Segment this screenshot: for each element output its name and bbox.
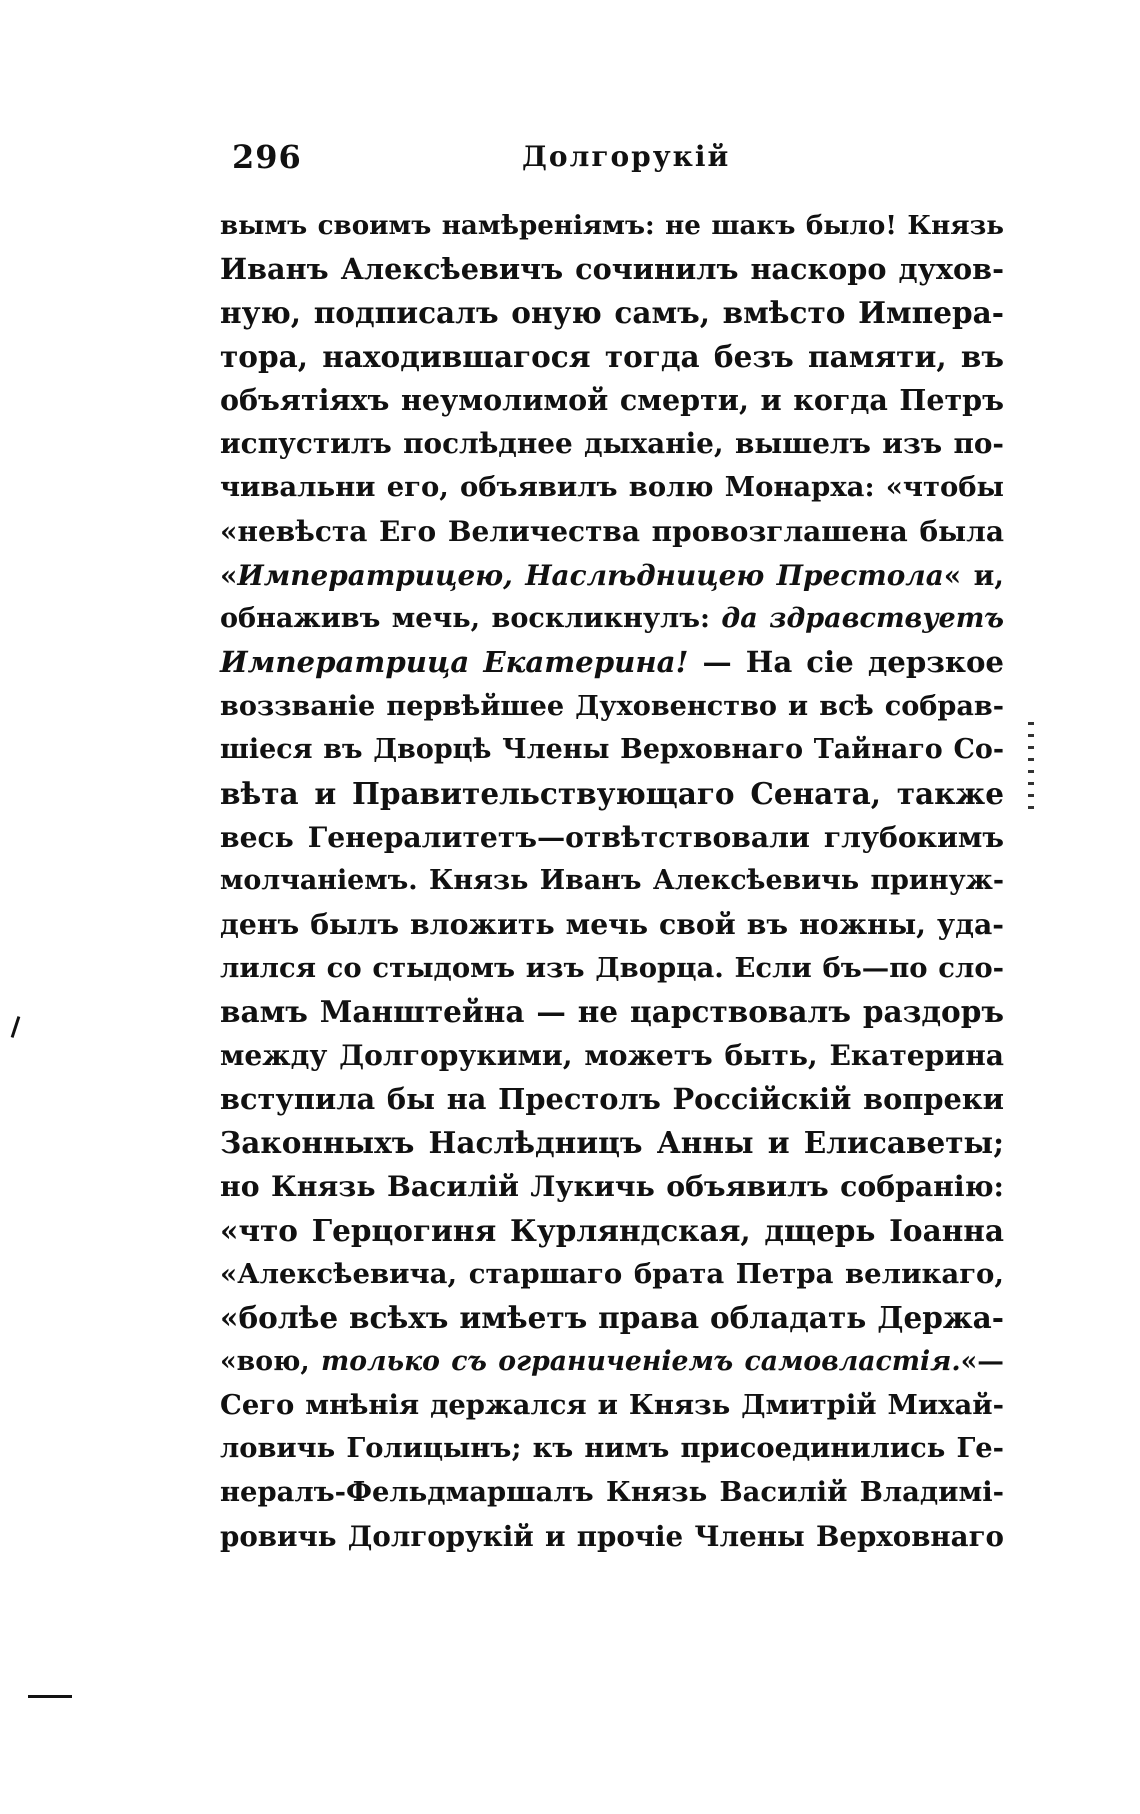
text-segment: испустилъ послѣднее дыханіе, вышелъ изъ по- [220,427,1004,461]
margin-dots [1028,722,1034,812]
text-segment: воззваніе первѣйшее Духовенство и всѣ собрав- [220,690,1004,722]
text-line [220,466,1004,510]
text-segment: Законныхъ Наслѣдницъ Анны и Елисаветы; [220,1125,1004,1161]
text-line [220,1427,1004,1471]
text-segment: весь Генералитетъ—отвѣтствовали глубокимъ [220,820,1004,854]
page-header [232,138,992,188]
text-line [220,1121,1004,1165]
text-segment: но Князь Василій Лукичь объявилъ собранію: [220,1169,1004,1204]
text-line [220,1034,1004,1078]
text-segment: ную, подписалъ оную самъ, вмѣсто Импера- [220,295,1004,331]
text-line [220,597,1004,641]
text-line [220,990,1004,1034]
text-segment: «что Герцогиня Курляндская, дщерь Іоанна [220,1212,1004,1248]
page-number: 296 [232,138,302,176]
text-segment: объятіяхъ неумолимой смерти, и когда Петръ [220,382,1004,417]
text-line [220,903,1004,947]
text-line [220,816,1004,860]
text-segment: молчаніемъ. Князь Иванъ Алексѣевичь принуж- [220,865,1004,897]
text-line [220,1253,1004,1297]
text-line [220,248,1004,292]
text-segment: ловичь Голицынъ; къ нимъ присоединились Ге- [220,1432,1004,1465]
text-line [220,554,1004,598]
text-line [220,728,1004,772]
text-segment: чивальни его, объявилъ волю Монарха: «чтобы [220,471,1004,504]
italic-text: да здравствуетъ [721,603,1004,635]
text-segment: «Алексѣевича, старшаго брата Петра великаго, [220,1257,1004,1290]
running-head: Долгорукій [522,140,731,173]
italic-text: только съ ограниченіемъ самовластія. [320,1345,961,1377]
text-segment: «болѣе всѣхъ имѣетъ права обладать Держа- [220,1300,1004,1336]
text-segment: вѣта и Правительствующаго Сената, также [220,775,1004,811]
text-line [220,335,1004,379]
body-text [220,204,1004,1558]
margin-mark [11,1016,21,1038]
text-line [220,1340,1004,1384]
text-line [220,1209,1004,1253]
text-segment: обнаживъ мечь, воскликнулъ: [220,603,722,635]
text-line [220,422,1004,466]
text-line [220,1384,1004,1428]
text-line [220,1471,1004,1515]
text-line [220,859,1004,903]
text-segment: вымъ своимъ намѣреніямъ: не шакъ было! Князь [220,210,1004,241]
text-segment: лился со стыдомъ изъ Дворца. Если бъ—по сло- [220,951,1004,984]
italic-text: Императрица Екатерина! [220,644,689,679]
margin-rule [28,1695,72,1698]
text-line [220,947,1004,991]
text-line [220,510,1004,554]
italic-text: Императрицею, Наслѣдницею Престола [237,558,944,592]
text-segment: шіеся въ Дворцѣ Члены Верховнаго Тайнаго Со- [220,734,1004,766]
text-line [220,379,1004,423]
text-line [220,772,1004,816]
text-segment: между Долгорукими, можетъ быть, Екатерина [220,1039,1004,1073]
text-segment: « [220,558,238,592]
text-segment: Сего мнѣнія держался и Князь Дмитрій Михай- [220,1388,1004,1421]
text-segment: тора, находившагося тогда безъ памяти, въ [220,339,1004,375]
text-segment: денъ былъ вложить мечь свой въ ножны, уда- [220,907,1004,941]
text-segment: Иванъ Алексѣевичъ сочинилъ наскоро духов- [220,251,1004,286]
text-line [220,685,1004,729]
text-line [220,1515,1004,1559]
text-line [220,291,1004,335]
text-line [220,1165,1004,1209]
text-segment: «невѣста Его Величества провозглашена была [220,514,1004,548]
text-segment: вамъ Манштейна — не царствовалъ раздоръ [220,994,1004,1030]
text-line [220,204,1004,248]
text-segment: «вою, [220,1345,321,1377]
text-segment: — На сіе дерзкое [688,644,1004,679]
text-segment: «— [960,1345,1004,1377]
text-line [220,1296,1004,1340]
text-segment: нералъ-Фельдмаршалъ Князь Василій Владимі- [220,1475,1004,1508]
text-segment: ровичь Долгорукій и прочіе Члены Верховнаго [220,1519,1004,1553]
text-line [220,1078,1004,1122]
text-segment: « и, [943,558,1004,592]
text-line [220,641,1004,685]
text-segment: вступила бы на Престолъ Россійскій вопреки [220,1081,1004,1116]
